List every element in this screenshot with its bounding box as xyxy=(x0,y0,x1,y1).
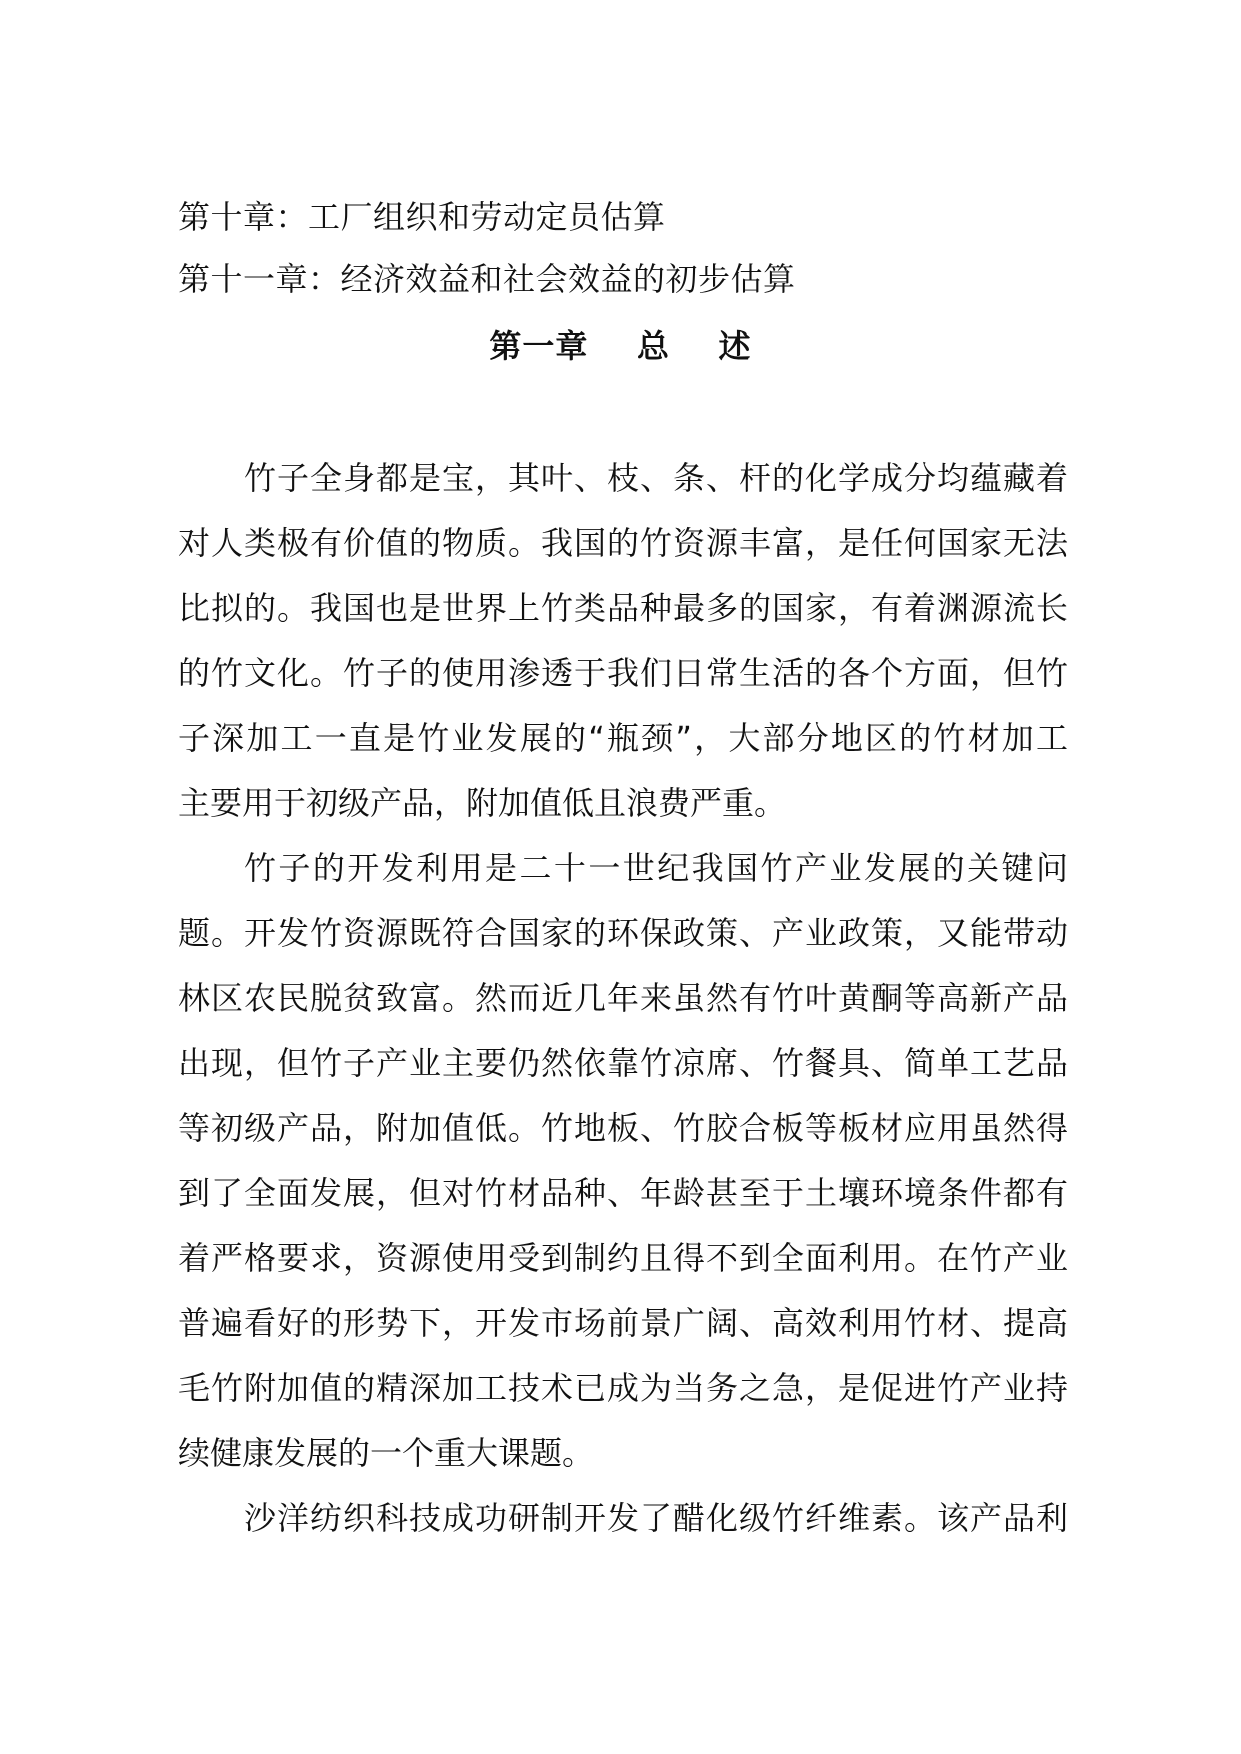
toc-entry-chapter-10: 第十章：工厂组织和劳动定员估算 xyxy=(178,198,666,236)
text-line: 竹子全身都是宝，其叶、枝、条、杆的化学成分均蕴藏着 xyxy=(244,459,1068,497)
paragraph-3 xyxy=(178,1486,1068,1551)
toc-entry-chapter-11: 第十一章：经济效益和社会效益的初步估算 xyxy=(178,260,796,298)
body-text xyxy=(178,446,1068,1551)
text-line: 比拟的。我国也是世界上竹类品种最多的国家，有着渊源流长 xyxy=(178,589,1068,627)
text-line: 到了全面发展，但对竹材品种、年龄甚至于土壤环境条件都有 xyxy=(178,1174,1068,1212)
text-line: 竹子的开发利用是二十一世纪我国竹产业发展的关键问 xyxy=(244,849,1068,887)
text-line: 着严格要求，资源使用受到制约且得不到全面利用。在竹产业 xyxy=(178,1239,1068,1277)
text-line: 的竹文化。竹子的使用渗透于我们日常生活的各个方面，但竹 xyxy=(178,654,1068,692)
paragraph-2 xyxy=(178,836,1068,1486)
text-line: 出现，但竹子产业主要仍然依靠竹凉席、竹餐具、简单工艺品 xyxy=(178,1044,1068,1082)
paragraph-1 xyxy=(178,446,1068,836)
text-line: 续健康发展的一个重大课题。 xyxy=(178,1434,595,1472)
text-line: 沙洋纺织科技成功研制开发了醋化级竹纤维素。该产品利 xyxy=(244,1499,1068,1537)
text-line: 题。开发竹资源既符合国家的环保政策、产业政策，又能带动 xyxy=(178,914,1068,952)
chapter-title: 第一章 总 述 xyxy=(489,327,752,365)
text-line: 对人类极有价值的物质。我国的竹资源丰富，是任何国家无法 xyxy=(178,524,1068,562)
table-of-contents xyxy=(178,186,1078,310)
text-line: 林区农民脱贫致富。然而近几年来虽然有竹叶黄酮等高新产品 xyxy=(178,979,1068,1017)
text-line: 毛竹附加值的精深加工技术已成为当务之急，是促进竹产业持 xyxy=(178,1369,1068,1407)
text-line: 主要用于初级产品，附加值低且浪费严重。 xyxy=(178,784,787,822)
text-line: 普遍看好的形势下，开发市场前景广阔、高效利用竹材、提高 xyxy=(178,1304,1068,1342)
text-line: 等初级产品，附加值低。竹地板、竹胶合板等板材应用虽然得 xyxy=(178,1109,1068,1147)
text-line: 子深加工一直是竹业发展的“瓶颈”，大部分地区的竹材加工 xyxy=(178,719,1068,757)
